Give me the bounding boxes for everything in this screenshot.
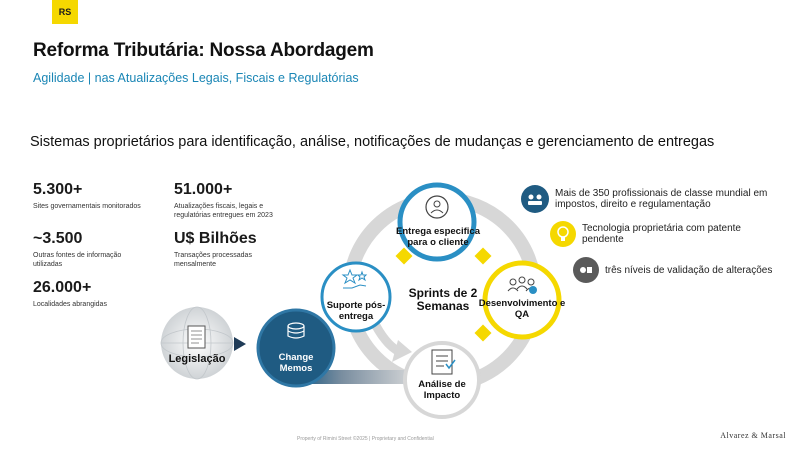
stat-value: 5.300+ xyxy=(33,181,83,198)
section-headline: Sistemas proprietários para identificação, análise, notificações de mudanças e gerenciamento de entregas xyxy=(30,134,715,150)
brand-logo: Alvarez & Marsal xyxy=(720,431,786,440)
legend-text: três níveis de validação de alterações xyxy=(605,264,773,276)
legend-technology xyxy=(550,221,770,247)
sprints-label: Sprints de 2 Semanas xyxy=(408,286,478,313)
experts-icon xyxy=(521,185,549,213)
footer-note: Property of Rimini Street ©2025 | Proprietary and Confidential xyxy=(297,436,434,442)
stat-value: 51.000+ xyxy=(174,181,233,198)
cycle-arrowhead xyxy=(392,340,412,362)
stat-label: Sites governamentais monitorados xyxy=(33,203,141,210)
flow-arrow xyxy=(234,337,246,351)
diamond-marker xyxy=(475,248,492,265)
legend-text: Mais de 350 profissionais de classe mundial em impostos, direito e regulamentação xyxy=(555,188,768,210)
legend-text: Tecnologia proprietária com patente pendente xyxy=(582,223,741,245)
page-title: Reforma Tributária: Nossa Abordagem xyxy=(33,40,374,61)
stat-label: Atualizações fiscais, legais e regulatórias entregues em 2023 xyxy=(174,203,273,219)
stat-label: Transações processadas mensalmente xyxy=(174,252,252,268)
stat-label: Localidades abrangidas xyxy=(33,301,107,308)
desenvolvimento-label: Desenvolvimento e QA xyxy=(478,298,566,320)
stat-label: Outras fontes de informação utilizadas xyxy=(33,252,122,268)
page-subtitle: Agilidade | nas Atualizações Legais, Fiscais e Regulatórias xyxy=(33,71,359,85)
change-memos-label: Change Memos xyxy=(278,352,314,374)
document-icon xyxy=(188,326,205,348)
stat-value: 26.000+ xyxy=(33,279,92,296)
suporte-label: Suporte pós-entrega xyxy=(326,300,386,322)
legend-validation xyxy=(573,257,773,283)
entrega-label: Entrega especifica para o cliente xyxy=(396,226,480,248)
legend-experts xyxy=(521,185,771,213)
legislacao-label: Legislação xyxy=(168,353,226,365)
stat-value: U$ Bilhões xyxy=(174,230,257,247)
rs-logo: RS xyxy=(52,0,78,24)
stat-value: ~3.500 xyxy=(33,230,83,247)
lightbulb-icon xyxy=(550,221,576,247)
validation-icon xyxy=(573,257,599,283)
diamond-marker xyxy=(475,325,492,342)
checklist-icon xyxy=(432,350,452,374)
analise-label: Análise de Impacto xyxy=(418,379,466,401)
